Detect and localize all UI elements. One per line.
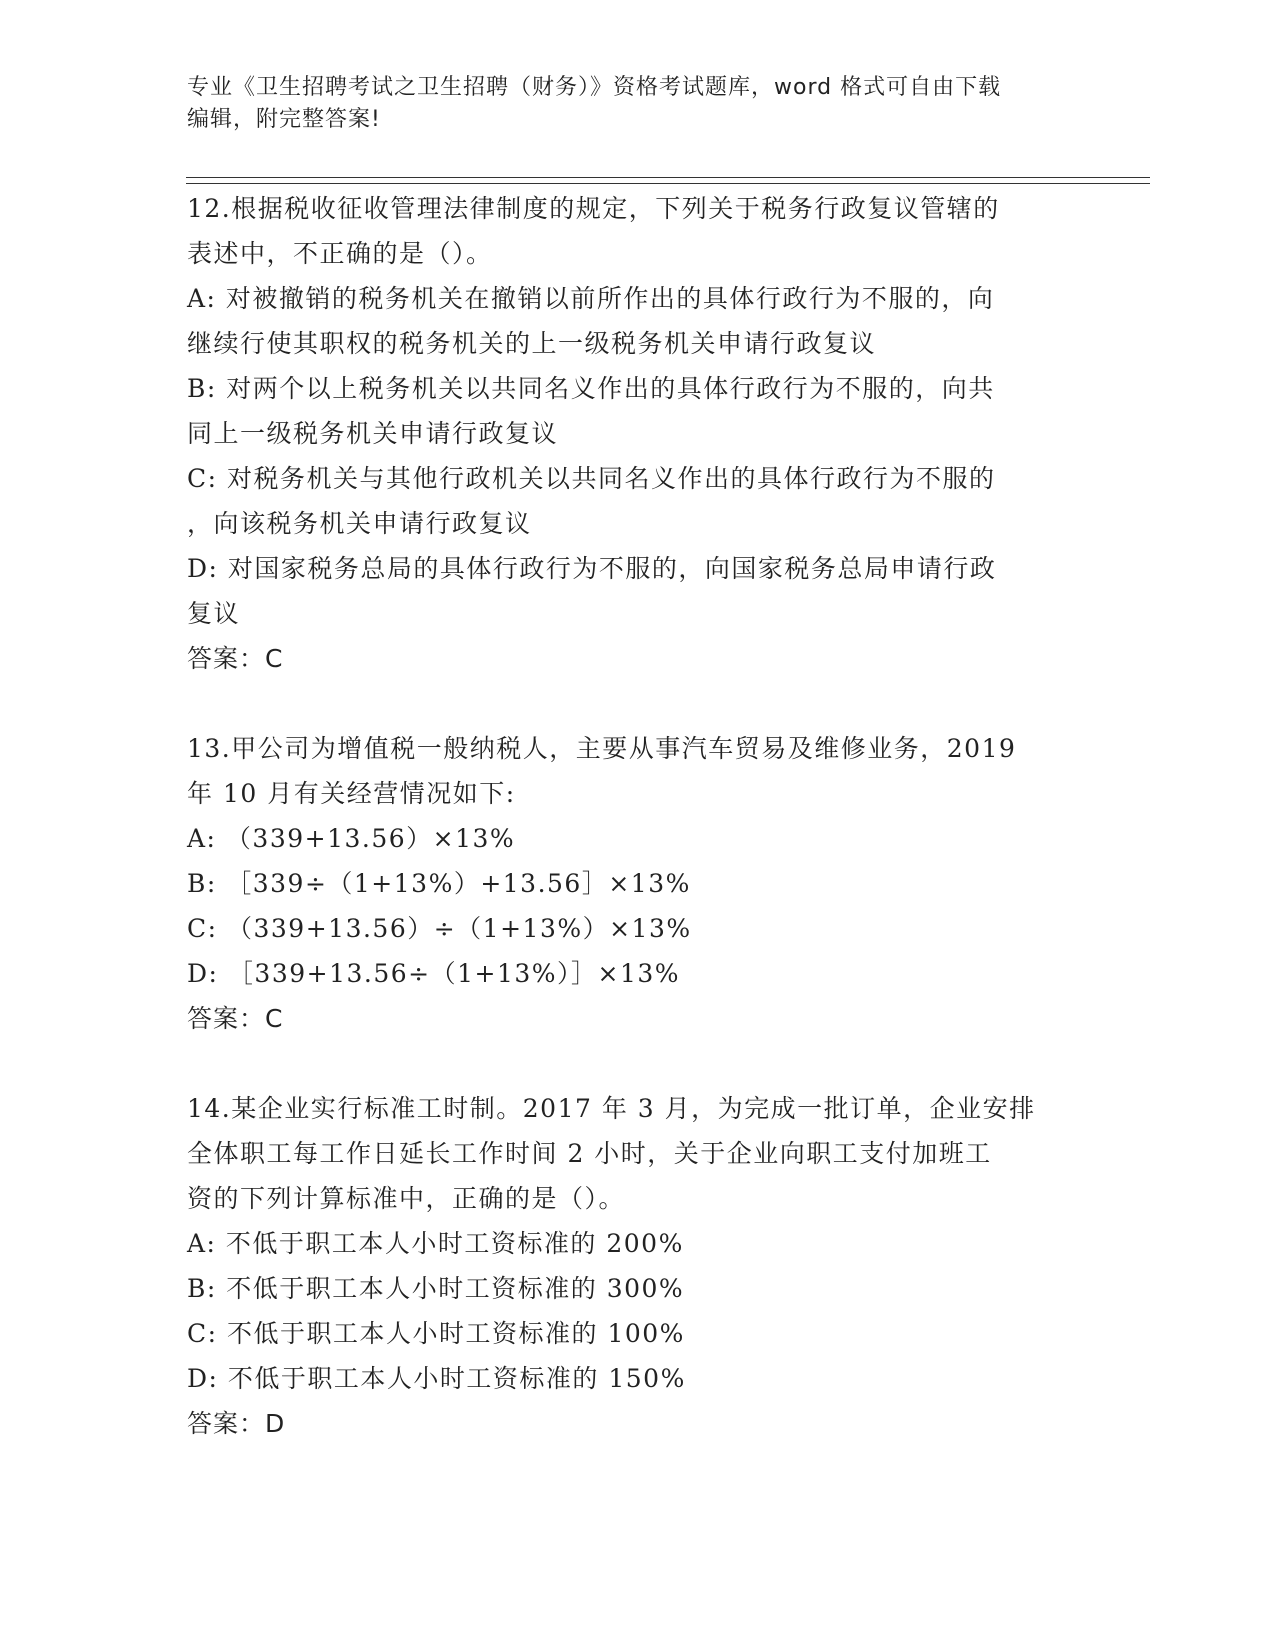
option-line: 同上一级税务机关申请行政复议 (187, 419, 559, 448)
option-line: B: 对两个以上税务机关以共同名义作出的具体行政行为不服的，向共 (187, 374, 995, 403)
answer-label: 答案：D (187, 1409, 286, 1438)
question-stem-line: 12.根据税收征收管理法律制度的规定，下列关于税务行政复议管辖的 (187, 194, 1000, 223)
option-line: D: 不低于职工本人小时工资标准的 150% (187, 1364, 686, 1393)
header-line-1: 专业《卫生招聘考试之卫生招聘（财务）》资格考试题库，word 格式可自由下载 (187, 75, 1002, 100)
question-14 (187, 1086, 1087, 1446)
question-stem-line: 14.某企业实行标准工时制。2017 年 3 月，为完成一批订单，企业安排 (187, 1094, 1036, 1123)
option-line: A: 对被撤销的税务机关在撤销以前所作出的具体行政行为不服的，向 (187, 284, 995, 313)
option-line: ，向该税务机关申请行政复议 (187, 509, 532, 538)
option-line: C: 不低于职工本人小时工资标准的 100% (187, 1319, 685, 1348)
option-line: B: 不低于职工本人小时工资标准的 300% (187, 1274, 685, 1303)
option-line: C: （339+13.56）÷（1+13%）×13% (187, 914, 692, 943)
option-line: 继续行使其职权的税务机关的上一级税务机关申请行政复议 (187, 329, 877, 358)
option-line: C: 对税务机关与其他行政机关以共同名义作出的具体行政行为不服的 (187, 464, 996, 493)
option-line: D: ［339+13.56÷（1+13%）］×13% (187, 959, 681, 988)
header-divider-bottom (186, 183, 1150, 184)
question-list (187, 186, 1087, 1491)
question-stem-line: 表述中，不正确的是（）。 (187, 239, 493, 268)
option-line: B: ［339÷（1+13%）+13.56］×13% (187, 869, 691, 898)
document-header (187, 72, 1067, 136)
option-line: D: 对国家税务总局的具体行政行为不服的，向国家税务总局申请行政 (187, 554, 997, 583)
question-stem-line: 年 10 月有关经营情况如下: (187, 779, 516, 808)
question-stem-line: 全体职工每工作日延长工作时间 2 小时，关于企业向职工支付加班工 (187, 1139, 992, 1168)
option-line: A: 不低于职工本人小时工资标准的 200% (187, 1229, 684, 1258)
question-stem-line: 资的下列计算标准中，正确的是（）。 (187, 1184, 626, 1213)
option-line: 复议 (187, 599, 241, 628)
question-13 (187, 726, 1087, 1041)
header-divider-top (186, 177, 1150, 178)
answer-label: 答案：C (187, 644, 284, 673)
header-line-2: 编辑，附完整答案! (187, 107, 381, 132)
question-stem-line: 13.甲公司为增值税一般纳税人，主要从事汽车贸易及维修业务，2019 (187, 734, 1017, 763)
answer-label: 答案：C (187, 1004, 284, 1033)
option-line: A: （339+13.56）×13% (187, 824, 516, 853)
question-12 (187, 186, 1087, 681)
